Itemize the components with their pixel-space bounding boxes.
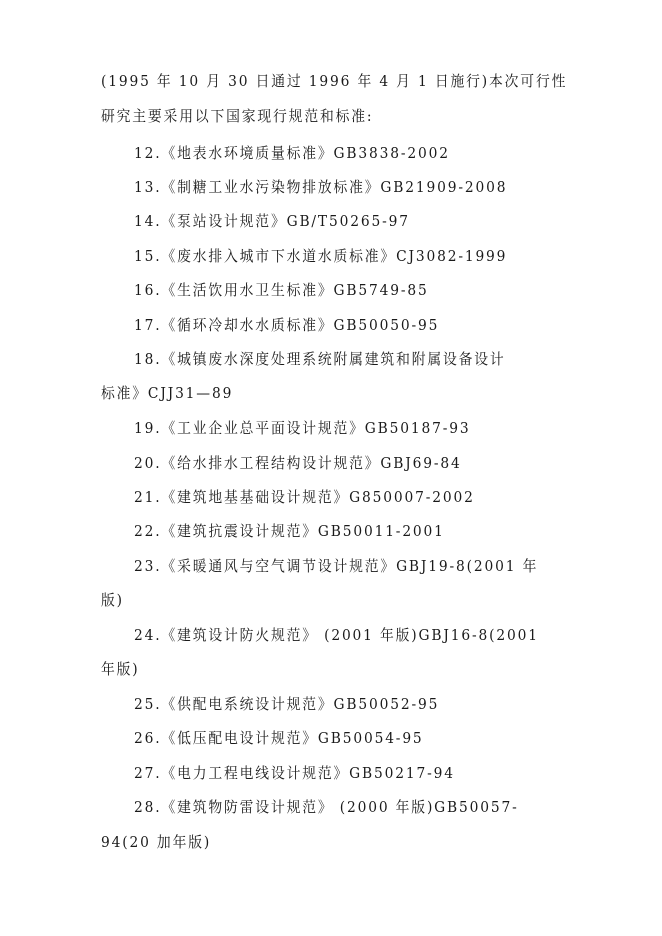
paragraph-line: (1995 年 10 月 30 日通过 1996 年 4 月 1 日施行)本次可行性 (101, 72, 568, 90)
standard-item-14: 14.《泵站设计规范》GB/T50265-97 (134, 212, 410, 230)
standard-item-15: 15.《废水排入城市下水道水质标准》CJ3082-1999 (134, 247, 508, 265)
standard-item-17: 17.《循环冷却水水质标准》GB50050-95 (134, 316, 440, 334)
standard-item-26: 26.《低压配电设计规范》GB50054-95 (134, 729, 424, 747)
standard-item-25: 25.《供配电系统设计规范》GB50052-95 (134, 695, 440, 713)
standard-item-13: 13.《制糖工业水污染物排放标准》GB21909-2008 (134, 178, 508, 196)
standard-item-28: 28.《建筑物防雷设计规范》 (2000 年版)GB50057- (134, 798, 519, 816)
standard-item-19: 19.《工业企业总平面设计规范》GB50187-93 (134, 419, 471, 437)
standard-item-28-continued: 94(20 加年版) (101, 833, 212, 851)
standard-item-24: 24.《建筑设计防火规范》 (2001 年版)GBJ16-8(2001 (134, 626, 539, 644)
standard-item-23: 23.《采暖通风与空气调节设计规范》GBJ19-8(2001 年 (134, 557, 539, 575)
standard-item-12: 12.《地表水环境质量标准》GB3838-2002 (134, 144, 450, 162)
standard-item-23-continued: 版) (101, 591, 124, 609)
paragraph-line: 研究主要采用以下国家现行规范和标准: (101, 107, 374, 125)
standard-item-20: 20.《给水排水工程结构设计规范》GBJ69-84 (134, 454, 462, 472)
standard-item-24-continued: 年版) (101, 660, 140, 678)
standard-item-18: 18.《城镇废水深度处理系统附属建筑和附属设备设计 (134, 350, 506, 368)
standard-item-27: 27.《电力工程电线设计规范》GB50217-94 (134, 764, 455, 782)
standard-item-21: 21.《建筑地基基础设计规范》G850007-2002 (134, 488, 475, 506)
standard-item-18-continued: 标准》CJJ31—89 (101, 384, 234, 402)
standard-item-22: 22.《建筑抗震设计规范》GB50011-2001 (134, 522, 445, 540)
standard-item-16: 16.《生活饮用水卫生标准》GB5749-85 (134, 281, 429, 299)
